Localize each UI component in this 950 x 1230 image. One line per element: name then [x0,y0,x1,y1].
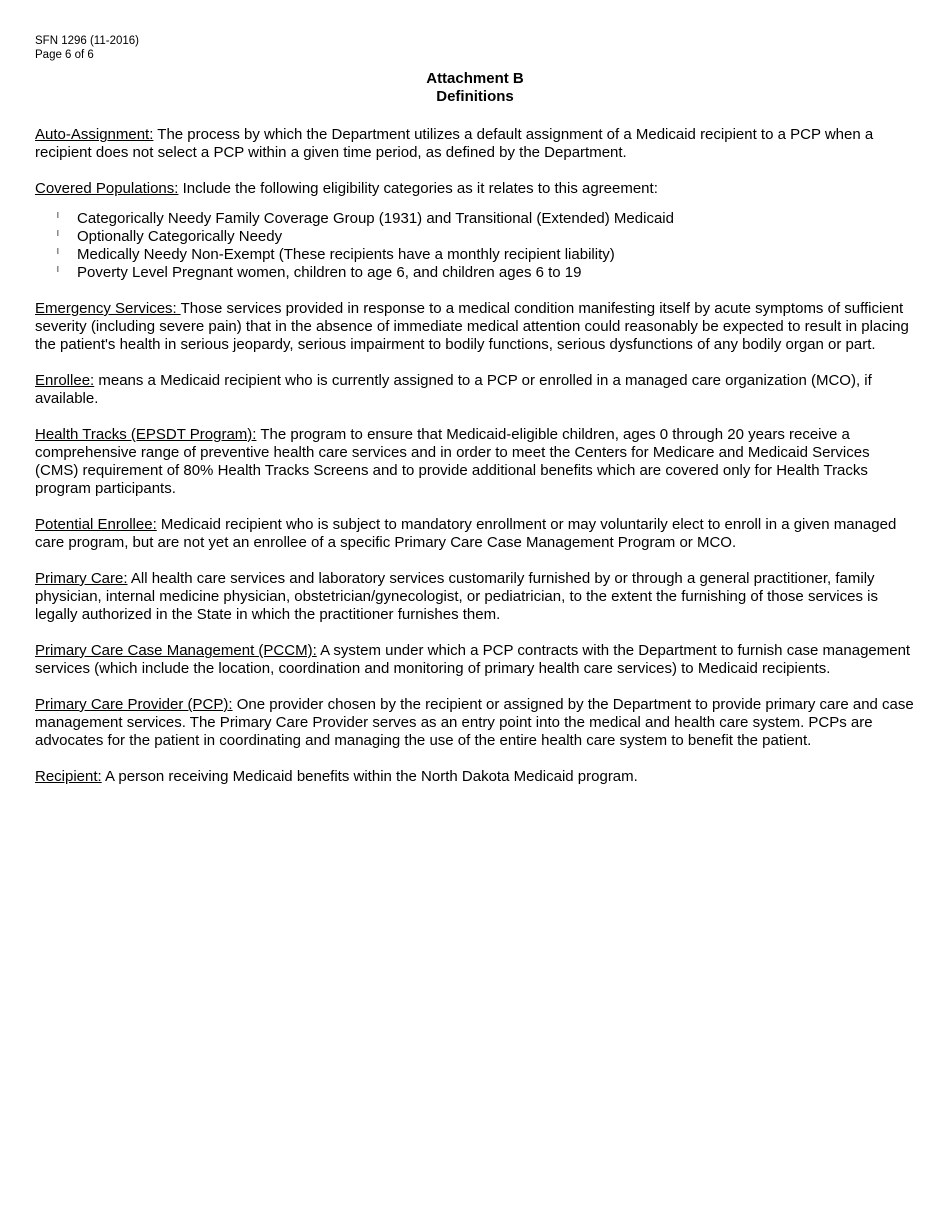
list-item: l Categorically Needy Family Coverage Group (1931) and Transitional (Extended) Medicaid [57,210,674,227]
title-attachment: Attachment B [426,70,524,87]
definition-auto-assignment [35,126,915,162]
definition-text: The program to ensure that Medicaid-eligible children, ages 0 through 20 years receive a comprehensive range of preventive health care services and in order to meet the Centers for Medicare and Medicaid Services (CMS) requirement of 80% Health Tracks Screens and to provide additional benefits which are covered only for Health Tracks program participants. [35,426,870,497]
definition-term: Covered Populations: [35,180,179,197]
bullet-icon: l [57,265,59,274]
bullet-icon: l [57,247,59,256]
form-header [35,34,915,62]
list-item: l Poverty Level Pregnant women, children to age 6, and children ages 6 to 19 [57,264,582,281]
definition-pcp [35,696,915,750]
definition-primary-care [35,570,915,624]
definition-text: All health care services and laboratory services customarily furnished by or through a general practitioner, family physician, internal medicine physician, obstetrician/gynecologist, or pediatrician, to the extent the furnishing of those services is legally authorized in the State in which the practitioner furnishes them. [35,570,878,623]
definition-text: Medicaid recipient who is subject to mandatory enrollment or may voluntarily elect to enroll in a given managed care program, but are not yet an enrollee of a specific Primary Care Case Management Program or MCO. [35,516,897,551]
definition-term: Health Tracks (EPSDT Program): [35,426,257,443]
definition-health-tracks [35,426,915,498]
title-definitions: Definitions [436,88,514,105]
definition-term: Emergency Services: [35,300,181,317]
definition-text: A person receiving Medicaid benefits within the North Dakota Medicaid program. [101,768,638,785]
page-number: Page 6 of 6 [35,49,94,61]
document-title [35,70,915,106]
form-number: SFN 1296 (11-2016) [35,35,139,47]
definition-text: The process by which the Department utilizes a default assignment of a Medicaid recipient to a PCP when a recipient does not select a PCP within a given time period, as defined by the Department. [35,126,874,161]
definition-term: Recipient: [35,768,102,785]
definition-term: Primary Care Case Management (PCCM): [35,642,317,659]
definition-text: Those services provided in response to a medical condition manifesting itself by acute symptoms of sufficient severity (including severe pain) that in the absence of immediate medical attention could reasonably be expected to result in placing the patient's health in serious jeopardy, serious impairment to bodily functions, serious dysfunctions of any bodily organ or part. [35,300,909,353]
definition-text: A system under which a PCP contracts with the Department to furnish case management services (which include the location, coordination and monitoring of primary health care services) to Medicaid recipients. [35,642,911,677]
list-item: l Medically Needy Non-Exempt (These recipients have a monthly recipient liability) [57,246,615,263]
definition-emergency-services [35,300,915,354]
definition-enrollee [35,372,915,408]
definition-text: Include the following eligibility categories as it relates to this agreement: [178,180,658,197]
covered-populations-list [35,210,915,282]
definition-term: Potential Enrollee: [35,516,157,533]
definition-term: Enrollee: [35,372,95,389]
definition-recipient [35,768,915,786]
definition-term: Primary Care Provider (PCP): [35,696,233,713]
definition-term: Primary Care: [35,570,128,587]
bullet-icon: l [57,211,59,220]
definition-term: Auto-Assignment: [35,126,154,143]
definition-covered-populations [35,180,915,198]
definition-text: One provider chosen by the recipient or assigned by the Department to provide primary care and case management services. The Primary Care Provider serves as an entry point into the medical and health care system. PCPs are advocates for the patient in coordinating and managing the use of the entire health care system to benefit the patient. [35,696,914,749]
bullet-icon: l [57,229,59,238]
document-page [35,34,915,804]
definition-text: means a Medicaid recipient who is currently assigned to a PCP or enrolled in a managed care organization (MCO), if available. [35,372,872,407]
list-item: l Optionally Categorically Needy [57,228,283,245]
definition-potential-enrollee [35,516,915,552]
definition-pccm [35,642,915,678]
